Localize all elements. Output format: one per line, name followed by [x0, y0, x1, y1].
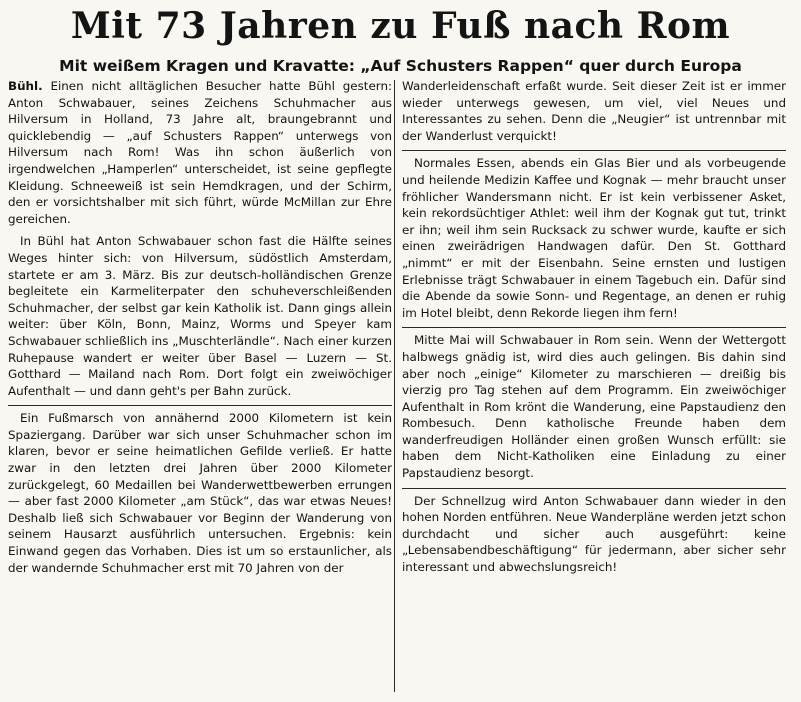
headline: Mit 73 Jahren zu Fuß nach Rom — [70, 5, 731, 47]
dateline: Bühl. — [8, 79, 43, 93]
paragraph-5: Normales Essen, abends ein Glas Bier und als vorbeugende und heilende Medizin Kaffee und Kognak — mehr braucht unser fröhlicher Wandersmann nicht. Er ist kein verbissener Asket, kein rekordsüchtiger Athlet: weil ihm der Kognak gut tut, trinkt er ihn; weil ihm sein Rucksack zu schwer wurde, kaufte er sich einen zweirädrigen Handwagen dafür. Den St. Gotthard „nimmt“ er mit der Eisenbahn. Seine ernsten und lustigen Erlebnisse trägt Schwabauer in einem Tagebuch ein. Dafür sind die Abende da sowie Sonn- und Regentage, an denen er ruhig im Hotel bleibt, denn Rekorde liegen ihm fern! — [402, 150, 786, 321]
paragraph-2: In Bühl hat Anton Schwabauer schon fast die Hälfte seines Weges hinter sich: von Hilversum, südöstlich Amsterdam, startete er am 3. März. Bis zur deutsch-holländischen Grenze begleitete ein Karmeliterpater den schuheverschleißenden Schuhmacher, der selbst gar kein Katholik ist. Dann gings allein weiter: über Köln, Bonn, Mainz, Worms und Speyer kam Schwabauer schließlich ins „Muschterländle“. Nach einer kurzen Ruhepause wandert er weiter über Basel — Luzern — St. Gotthard — Mailand nach Rom. Dort folgt ein zweiwöchiger Aufenthalt — und dann geht's per Bahn zurück. — [8, 234, 392, 398]
paragraph-1-text: Einen nicht alltäglichen Besucher hatte Bühl gestern: Anton Schwabauer, seines Zeichens Schuhmacher aus Hilversum in Holland, 73 Jahre alt, braungebrannt und quicklebendig — „auf Schusters Rappen“ unterwegs von Hilversum nach Rom! Was ihn schon äußerlich von irgendwelchen „Hamperlen“ unterscheidet, ist seine gepflegte Kleidung. Schneeweiß ist sein Hemdkragen, und der Schirm, den er vorsichtshalber mit sich führt, würde McMillan zur Ehre gereichen. — [8, 79, 392, 226]
column-divider — [394, 80, 395, 692]
paragraph-4: Wanderleidenschaft erfaßt wurde. Seit dieser Zeit ist er immer wieder unterwegs gewesen, um viel, viel Neues und Interessantes zu sehen. Denn die „Neugier“ ist untrennbar mit der Wanderlust verquickt! — [402, 79, 786, 143]
paragraph-6: Mitte Mai will Schwabauer in Rom sein. Wenn der Wettergott halbwegs gnädig ist, wird dies auch gelingen. Bis dahin sind aber noch „einige“ Kilometer zu marschieren — dreißig bis vierzig pro Tag stehen auf dem Programm. Ein zweiwöchiger Aufenthalt in Rom krönt die Wanderung, eine Papstaudienz den Rombesuch. Denn katholische Freunde haben dem wanderfreudigen Holländer einen großen Wunsch erfüllt: sie haben dem Nicht-Katholiken eine Einladung zu einer Papstaudienz besorgt. — [402, 327, 786, 481]
column-right — [402, 78, 786, 582]
paragraph-3: Ein Fußmarsch von annähernd 2000 Kilometern ist kein Spaziergang. Darüber war sich unser Schuhmacher schon im klaren, bevor er seine heimatlichen Gefilde verließ. Er hatte zwar in den letzten drei Jahren über 2000 Kilometer zurückgelegt, 60 Medaillen bei Wanderwettbewerben errungen — aber fast 2000 Kilometer „am Stück“, das war etwas Neues! Deshalb ließ sich Schwabauer vor Beginn der Wanderung von seinem Hausarzt ausführlich untersuchen. Ergebnis: kein Einwand gegen das Vorhaben. Dies ist um so erstaunlicher, als der wandernde Schuhmacher erst mit 70 Jahren von der — [8, 405, 392, 576]
subheadline: Mit weißem Kragen und Kravatte: „Auf Schusters Rappen“ quer durch Europa — [59, 57, 742, 75]
paragraph-1 — [8, 78, 392, 227]
column-left — [8, 78, 392, 582]
paragraph-7: Der Schnellzug wird Anton Schwabauer dann wieder in den hohen Norden entführen. Neue Wanderpläne werden jetzt schon durchdacht und sicher auch ausgeführt: keine „Lebensabendbeschäftigung“ für jedermann, aber sicher sehr interessant und abwechslungsreich! — [402, 488, 786, 576]
